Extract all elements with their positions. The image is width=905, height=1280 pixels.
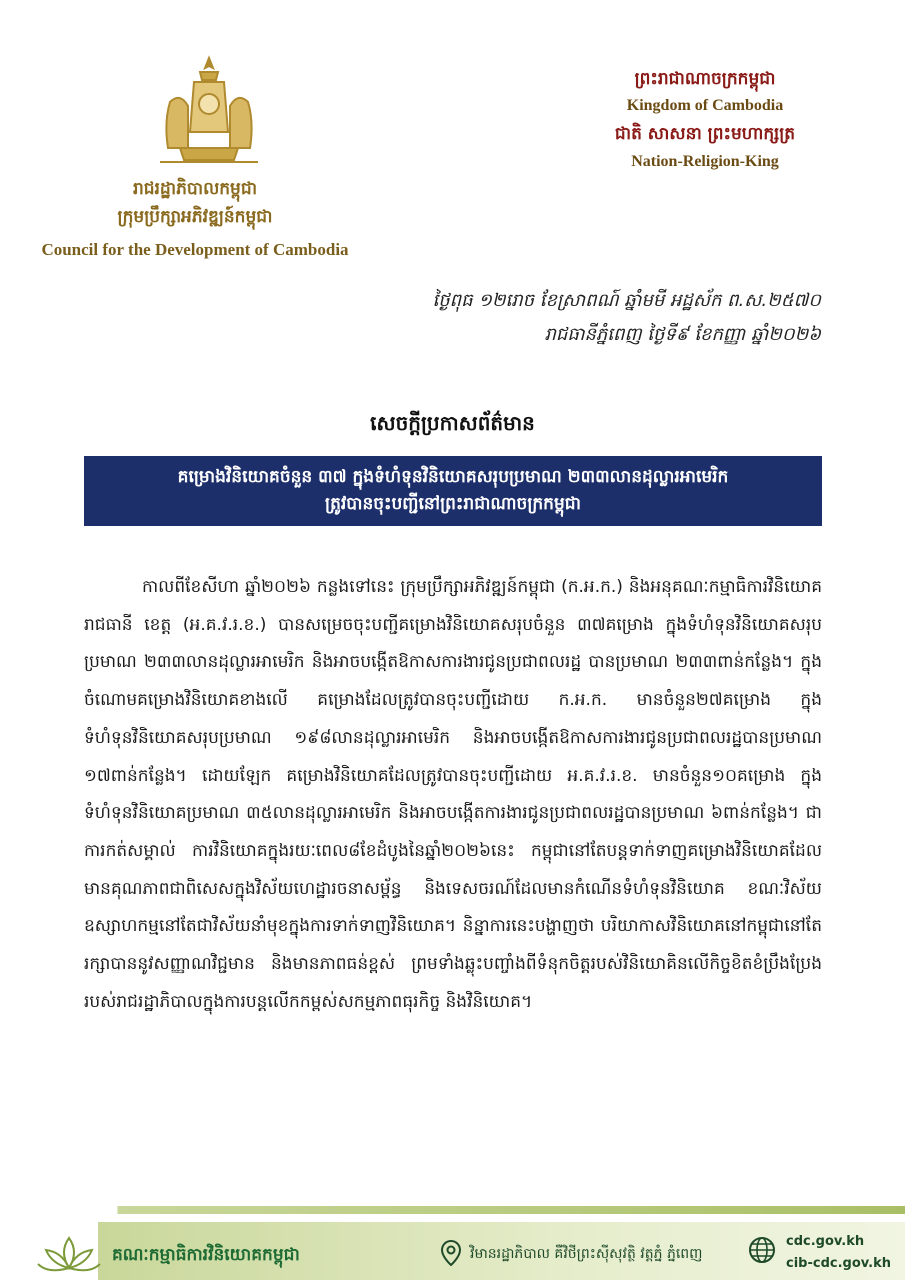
- website-link-cdc[interactable]: cdc.gov.kh: [786, 1234, 865, 1249]
- kingdom-name-en: Kingdom of Cambodia: [626, 97, 784, 114]
- national-motto-kh: ជាតិ សាសនា ព្រះមហាក្សត្រ: [614, 124, 796, 144]
- globe-icon: [748, 1236, 776, 1264]
- headline-banner: [84, 456, 822, 526]
- footer-org-name: គណៈកម្មាធិការវិនិយោគកម្ពុជា: [112, 1245, 300, 1265]
- lunar-date: ថ្ងៃពុធ ១២រោច ខែស្រាពណ៍ ឆ្នាំមមី អដ្ឋស័ក ព.ស.២៥៧០: [432, 290, 821, 311]
- document-title: សេចក្តីប្រកាសព័ត៌មាន: [370, 411, 535, 435]
- lotus-logo-icon: [34, 1230, 104, 1280]
- headline-line1: គម្រោងវិនិយោគចំនួន ៣៧ ក្នុងទំហំទុនវិនិយោគសរុបប្រមាណ ២៣៣លានដុល្លារអាមេរិក: [177, 467, 729, 487]
- footer-accent-band: [0, 1206, 905, 1214]
- headline-line2: ត្រូវបានចុះបញ្ជីនៅព្រះរាជាណាចក្រកម្ពុជា: [325, 494, 581, 514]
- royal-arms-emblem-icon: [150, 52, 268, 170]
- kingdom-name-kh: ព្រះរាជាណាចក្រកម្ពុជា: [634, 69, 776, 89]
- footer-address: វិមានរដ្ឋាភិបាល គឺវិថីព្រះស៊ីសុវត្ថិ វត្តភ្នំ ភ្នំពេញ: [470, 1246, 703, 1262]
- website-link-cib[interactable]: cib-cdc.gov.kh: [786, 1256, 892, 1271]
- national-motto-en: Nation-Religion-King: [631, 153, 779, 170]
- council-name-kh-line2: ក្រុមប្រឹក្សាអភិវឌ្ឍន៍កម្ពុជា: [117, 207, 273, 227]
- press-release-body: កាលពីខែសីហា ឆ្នាំ២០២៦ កន្លងទៅនេះ ក្រុមប្រឹក្សាអភិវឌ្ឍន៍កម្ពុជា (ក.អ.ក.) និងអនុគណៈកម្មាធិការវិនិយោគរាជធានី ខេត្ត (អ.គ.វ.រ.ខ.) បានសម្រេចចុះបញ្ជីគម្រោងវិនិយោគសរុបចំនួន ៣៧គម្រោង ក្នុងទំហំទុនវិនិយោគសរុបប្រមាណ ២៣៣លានដុល្លារអាមេរិក និងអាចបង្កើតឱកាសការងារជូនប្រជាពលរដ្ឋ បានប្រមាណ ២៣៣ពាន់កន្លែង។ ក្នុងចំណោមគម្រោងវិនិយោគខាងលើ គម្រោងដែលត្រូវបានចុះបញ្ជីដោយ ក.អ.ក. មានចំនួន២៧គម្រោង ក្នុងទំហំទុនវិនិយោគសរុបប្រមាណ ១៩៨លានដុល្លារអាមេរិក និងអាចបង្កើតឱកាសការងារជូនប្រជាពលរដ្ឋបានប្រមាណ ១៧ពាន់កន្លែង។ ដោយឡែក គម្រោងវិនិយោគដែលត្រូវបានចុះបញ្ជីដោយ អ.គ.វ.រ.ខ. មានចំនួន១០គម្រោង ក្នុងទំហំទុនវិនិយោគប្រមាណ ៣៥លានដុល្លារអាមេរិក និងអាចបង្កើតការងារជូនប្រជាពលរដ្ឋបានប្រមាណ ៦ពាន់កន្លែង។ ជាការកត់សម្គាល់ ការវិនិយោគក្នុងរយៈពេល៨ខែដំបូងនៃឆ្នាំ២០២៦នេះ កម្ពុជានៅតែបន្តទាក់ទាញគម្រោងវិនិយោគដែលមានគុណភាពជាពិសេសក្នុងវិស័យហេដ្ឋារចនាសម្ព័ន្ធ និងទេសចរណ៍ដែលមានកំណើនទំហំទុនវិនិយោគ ខណៈវិស័យឧស្សាហកម្មនៅតែជាវិស័យនាំមុខក្នុងការទាក់ទាញវិនិយោគ។ និន្នាការនេះបង្ហាញថា បរិយាកាសវិនិយោគនៅកម្ពុជានៅតែរក្សាបាននូវសញ្ញាណវិជ្ជមាន និងមានភាពធន់ខ្ពស់ ព្រមទាំងឆ្លុះបញ្ចាំងពីទំនុកចិត្តរបស់វិនិយោគិនលើកិច្ចខិតខំប្រឹងប្រែងរបស់រាជរដ្ឋាភិបាលក្នុងការបន្តលើកកម្ពស់សកម្មភាពធុរកិច្ច និងវិនិយោគ។: [84, 577, 822, 1012]
- location-pin-icon: [440, 1240, 462, 1266]
- solar-date: រាជធានីភ្នំពេញ ថ្ងៃទី៩ ខែកញ្ញា ឆ្នាំ២០២៦: [544, 324, 821, 345]
- council-name-en: Council for the Development of Cambodia: [41, 240, 349, 259]
- council-name-kh-line1: រាជរដ្ឋាភិបាលកម្ពុជា: [132, 179, 258, 199]
- footer: [0, 1206, 905, 1280]
